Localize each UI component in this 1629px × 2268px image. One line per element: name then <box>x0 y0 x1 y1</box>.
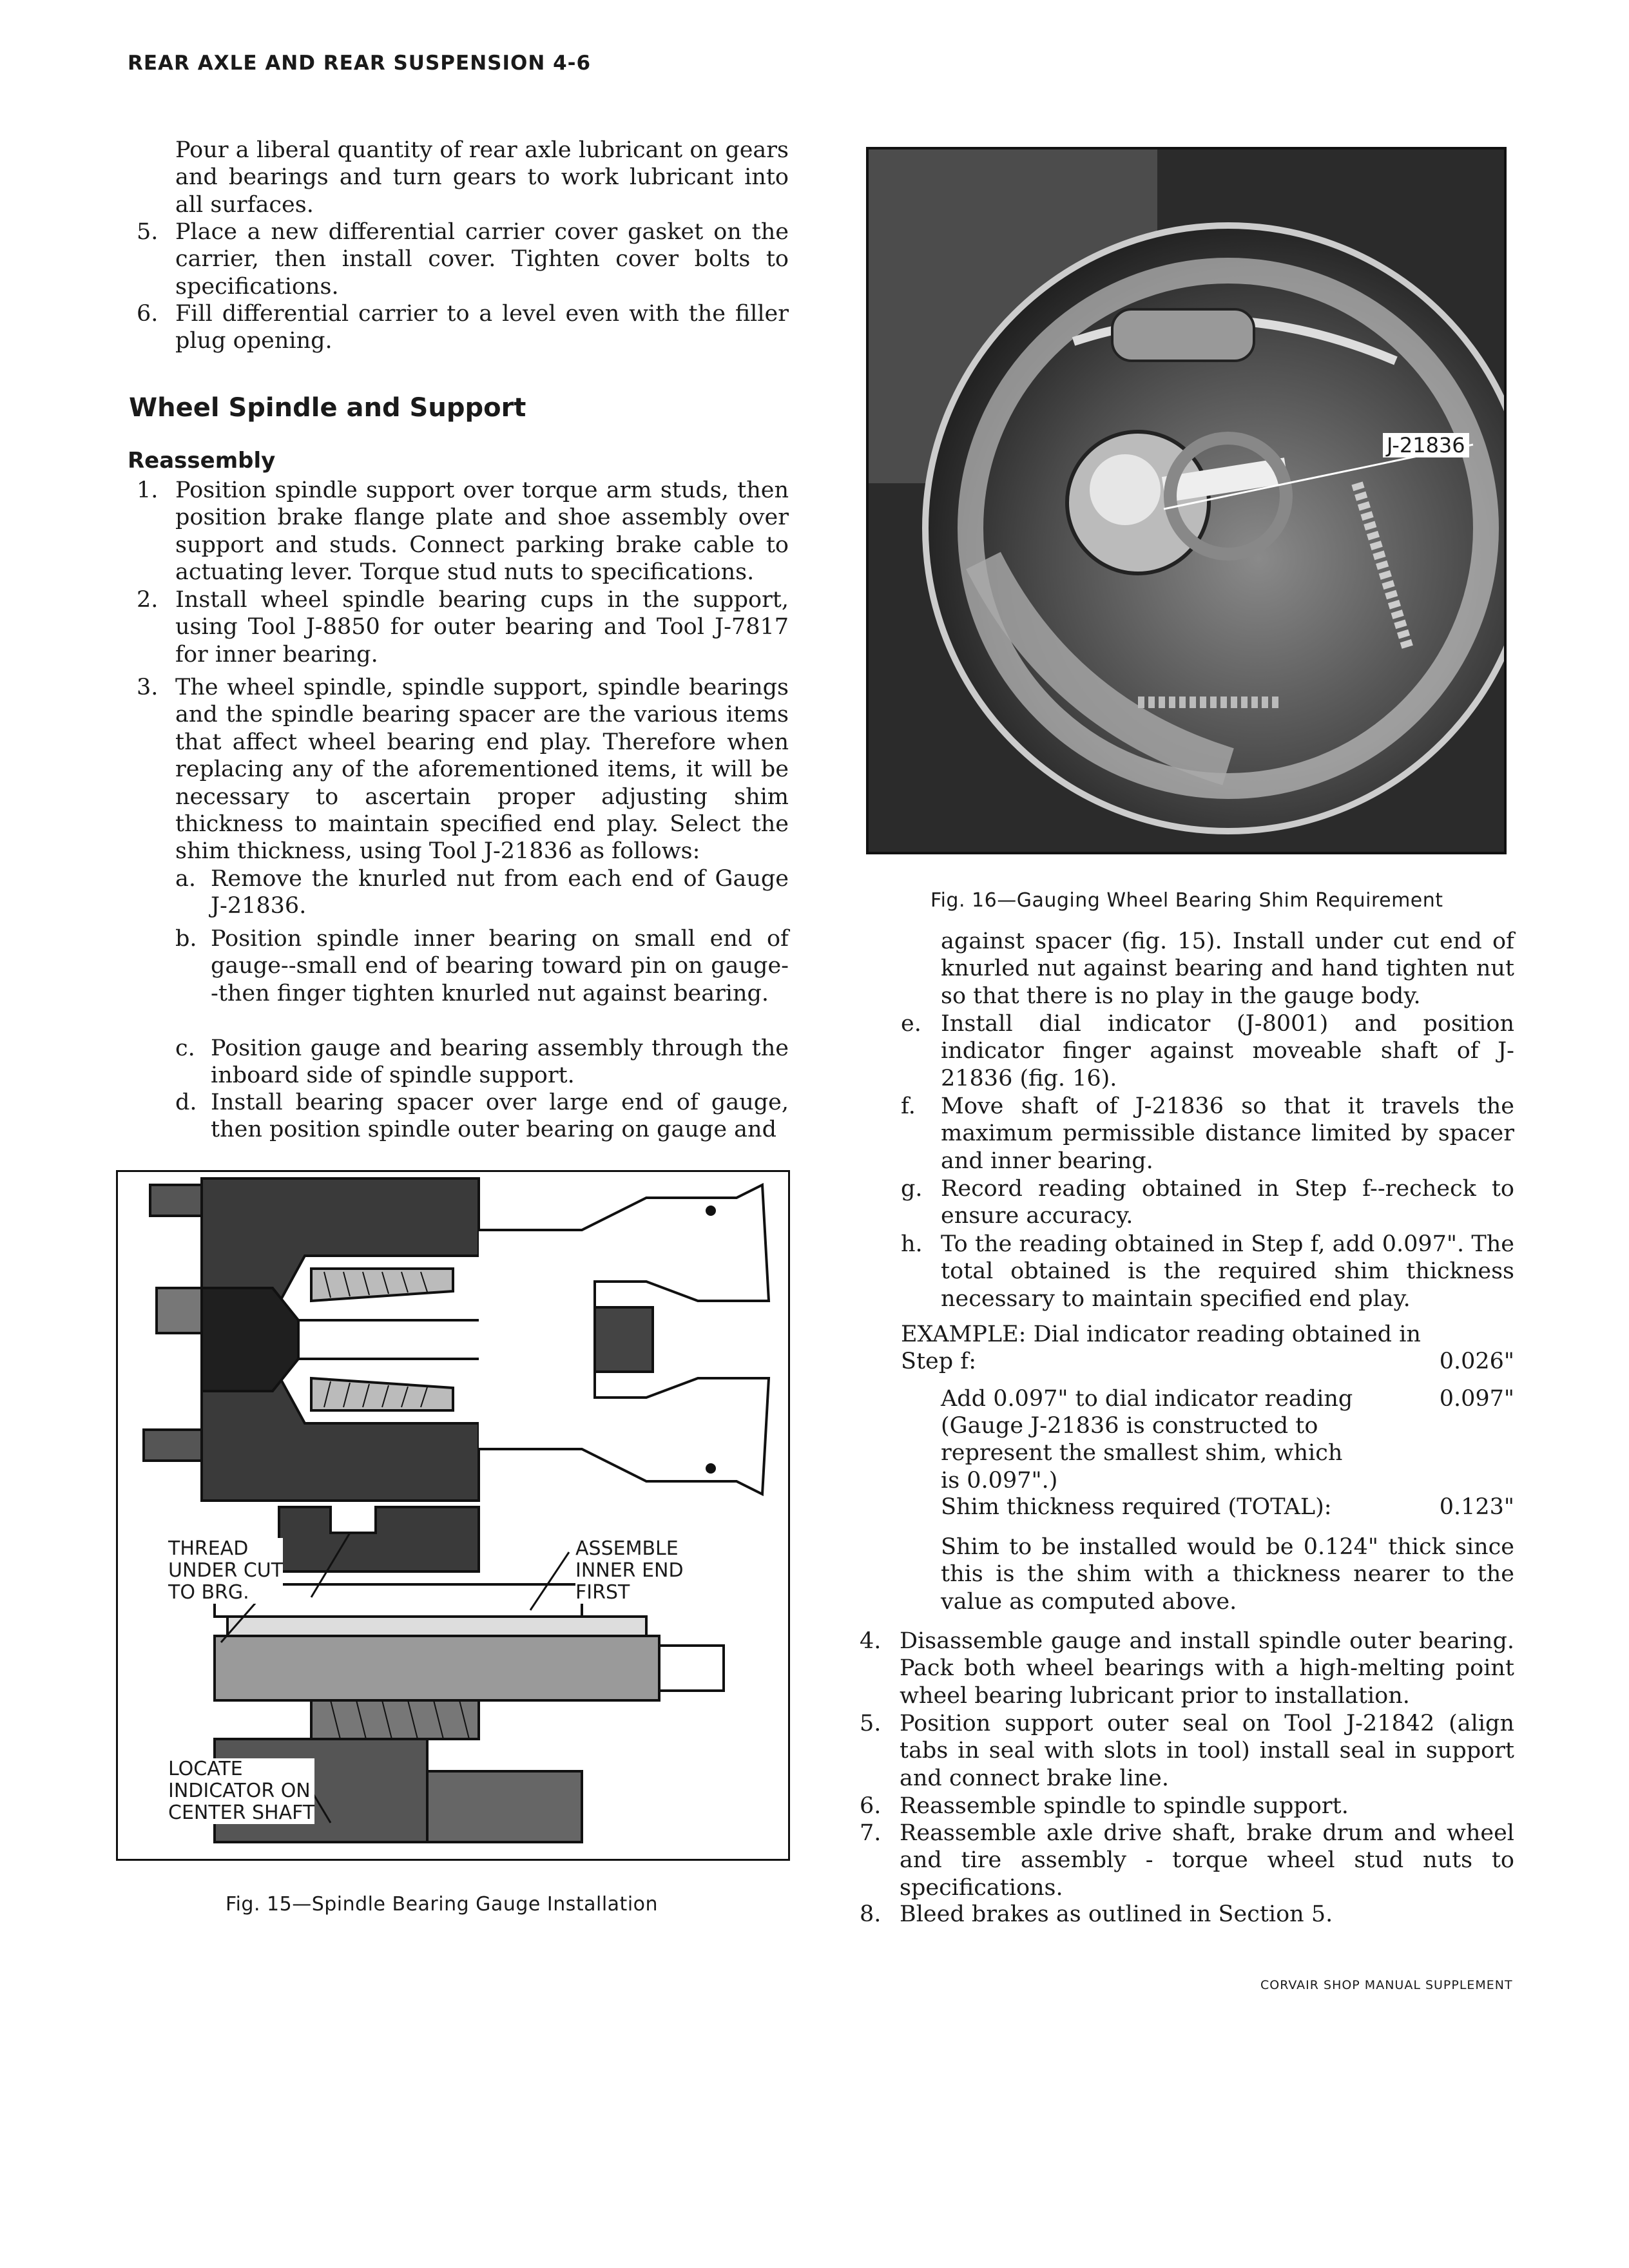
example-total-text: Shim thickness required (TOTAL): <box>941 1494 1332 1520</box>
step-3 <box>137 674 789 867</box>
step-text: Fill differential carrier to a level even with the filler plug opening. <box>175 301 789 354</box>
figure-16-caption: Fig. 16—Gauging Wheel Bearing Shim Requirement <box>930 889 1443 912</box>
step-number: 6. <box>860 1793 882 1819</box>
step-text: Bleed brakes as outlined in Section 5. <box>900 1901 1333 1927</box>
substep-h <box>901 1231 1514 1314</box>
substep-letter: a. <box>175 866 196 892</box>
callout-j21836: J-21836 <box>1383 433 1469 457</box>
label-thread-undercut: THREAD UNDER CUT TO BRG. <box>168 1537 284 1604</box>
step-text: Position spindle support over torque arm studs, then position brake flange plate and shoe assembly over support and studs. Connect parking brake cable to actuating lever. Torque stud nuts to specifications. <box>175 477 789 586</box>
figure-16-photo <box>866 147 1507 854</box>
substep-text: Remove the knurled nut from each end of Gauge J-21836. <box>211 866 789 919</box>
step-number: 8. <box>860 1901 882 1927</box>
brake-assembly-photo-icon <box>867 148 1505 853</box>
substep-letter: h. <box>901 1231 923 1257</box>
page-header: REAR AXLE AND REAR SUSPENSION 4-6 <box>128 52 592 75</box>
page-footer: CORVAIR SHOP MANUAL SUPPLEMENT <box>1260 1978 1513 1992</box>
example-value-2: 0.097" <box>1439 1386 1514 1412</box>
step-text: Reassemble spindle to spindle support. <box>900 1793 1349 1819</box>
step-8 <box>860 1901 1514 1930</box>
substep-text: Record reading obtained in Step f--recheck to ensure accuracy. <box>941 1176 1514 1229</box>
substep-a <box>175 865 789 923</box>
substep-f <box>901 1093 1514 1177</box>
substep-text: Install bearing spacer over large end of gauge, then position spindle outer bearing on gauge and <box>211 1090 789 1143</box>
step-number: 5. <box>860 1711 882 1736</box>
step-5-top <box>137 218 789 302</box>
substep-d <box>175 1089 789 1147</box>
figure-15-diagram <box>116 1170 790 1861</box>
example-value-1: 0.026" <box>1439 1349 1514 1374</box>
spindle-gauge-illustration <box>118 1172 788 1859</box>
figure-15-caption: Fig. 15—Spindle Bearing Gauge Installation <box>226 1893 659 1916</box>
substep-letter: d. <box>175 1090 197 1115</box>
step-7 <box>860 1820 1514 1903</box>
example-label: Step f: <box>901 1349 977 1374</box>
intro-paragraph: Pour a liberal quantity of rear axle lubricant on gears and bearings and turn gears to work lubricant into all surfaces. <box>175 137 789 218</box>
step-6 <box>860 1792 1514 1822</box>
label-assemble-inner-end: ASSEMBLE INNER END FIRST <box>575 1537 684 1604</box>
substep-text: To the reading obtained in Step f, add 0.097". The total obtained is the required shim thickness necessary to maintain specified end play. <box>941 1231 1514 1312</box>
step-4 <box>860 1628 1514 1711</box>
step-1 <box>137 477 789 586</box>
example-value-3: 0.123" <box>1439 1494 1514 1520</box>
step-text: The wheel spindle, spindle support, spindle bearings and the spindle bearing spacer are the various items that affect wheel bearing end play. Therefore when replacing any of the aforementioned items, it will be necessary to ascertain proper adjusting shim thickness to maintain specified end play. Select the shim thickness, using Tool J-21836 as follows: <box>175 675 789 865</box>
step-number: 5. <box>137 219 159 245</box>
step-2 <box>137 586 789 670</box>
substep-e <box>901 1010 1514 1094</box>
step-6-top <box>137 300 789 357</box>
step-text: Position support outer seal on Tool J-21842 (align tabs in seal with slots in tool) install seal in support and connect brake line. <box>900 1711 1514 1791</box>
substep-text: Position gauge and bearing assembly through the inboard side of spindle support. <box>211 1035 789 1089</box>
substep-text: Position spindle inner bearing on small end of gauge--small end of bearing toward pin on gauge--then finger tighten knurled nut against bearing. <box>211 926 789 1006</box>
example-line-1: EXAMPLE: Dial indicator reading obtained in <box>901 1321 1421 1347</box>
example-add-text: Add 0.097" to dial indicator reading <box>941 1386 1353 1412</box>
step-number: 6. <box>137 301 159 327</box>
example-row-1 <box>901 1348 1514 1375</box>
substep-letter: f. <box>901 1093 916 1119</box>
shim-note: Shim to be installed would be 0.124" thick since this is the shim with a thickness nearer to the value as computed above. <box>941 1534 1514 1615</box>
step-number: 4. <box>860 1628 882 1654</box>
substep-letter: g. <box>901 1176 923 1202</box>
section-title: Wheel Spindle and Support <box>129 393 526 423</box>
step-5 <box>860 1710 1514 1794</box>
step-text: Place a new differential carrier cover gasket on the carrier, then install cover. Tighten cover bolts to specifications. <box>175 219 789 300</box>
label-locate-indicator: LOCATE INDICATOR ON CENTER SHAFT <box>168 1758 315 1824</box>
step-number: 2. <box>137 587 159 613</box>
substep-c <box>175 1035 789 1093</box>
substep-g <box>901 1175 1514 1233</box>
substep-text: Install dial indicator (J-8001) and position indicator finger against moveable shaft of J-21836 (fig. 16). <box>941 1011 1514 1091</box>
substep-b <box>175 925 789 1035</box>
step-text: Disassemble gauge and install spindle outer bearing. Pack both wheel bearings with a high-melting point wheel bearing lubricant prior to installation. <box>900 1628 1514 1709</box>
step-number: 7. <box>860 1820 882 1846</box>
substep-letter: b. <box>175 926 197 952</box>
step-number: 3. <box>137 675 159 700</box>
step-text: Install wheel spindle bearing cups in the support, using Tool J-8850 for outer bearing and Tool J-7817 for inner bearing. <box>175 587 789 668</box>
substep-letter: c. <box>175 1035 195 1061</box>
subsection-title: Reassembly <box>128 448 276 474</box>
substep-letter: e. <box>901 1011 921 1037</box>
continuation-paragraph: against spacer (fig. 15). Install under cut end of knurled nut against bearing and hand tighten nut so that there is no play in the gauge body. <box>941 928 1514 1009</box>
example-note: (Gauge J-21836 is constructed to represent the smallest shim, which is 0.097".) <box>941 1413 1343 1494</box>
step-number: 1. <box>137 477 159 503</box>
substep-text: Move shaft of J-21836 so that it travels the maximum permissible distance limited by spacer and inner bearing. <box>941 1093 1514 1174</box>
step-text: Reassemble axle drive shaft, brake drum and wheel and tire assembly - torque wheel stud nuts to specifications. <box>900 1820 1514 1901</box>
